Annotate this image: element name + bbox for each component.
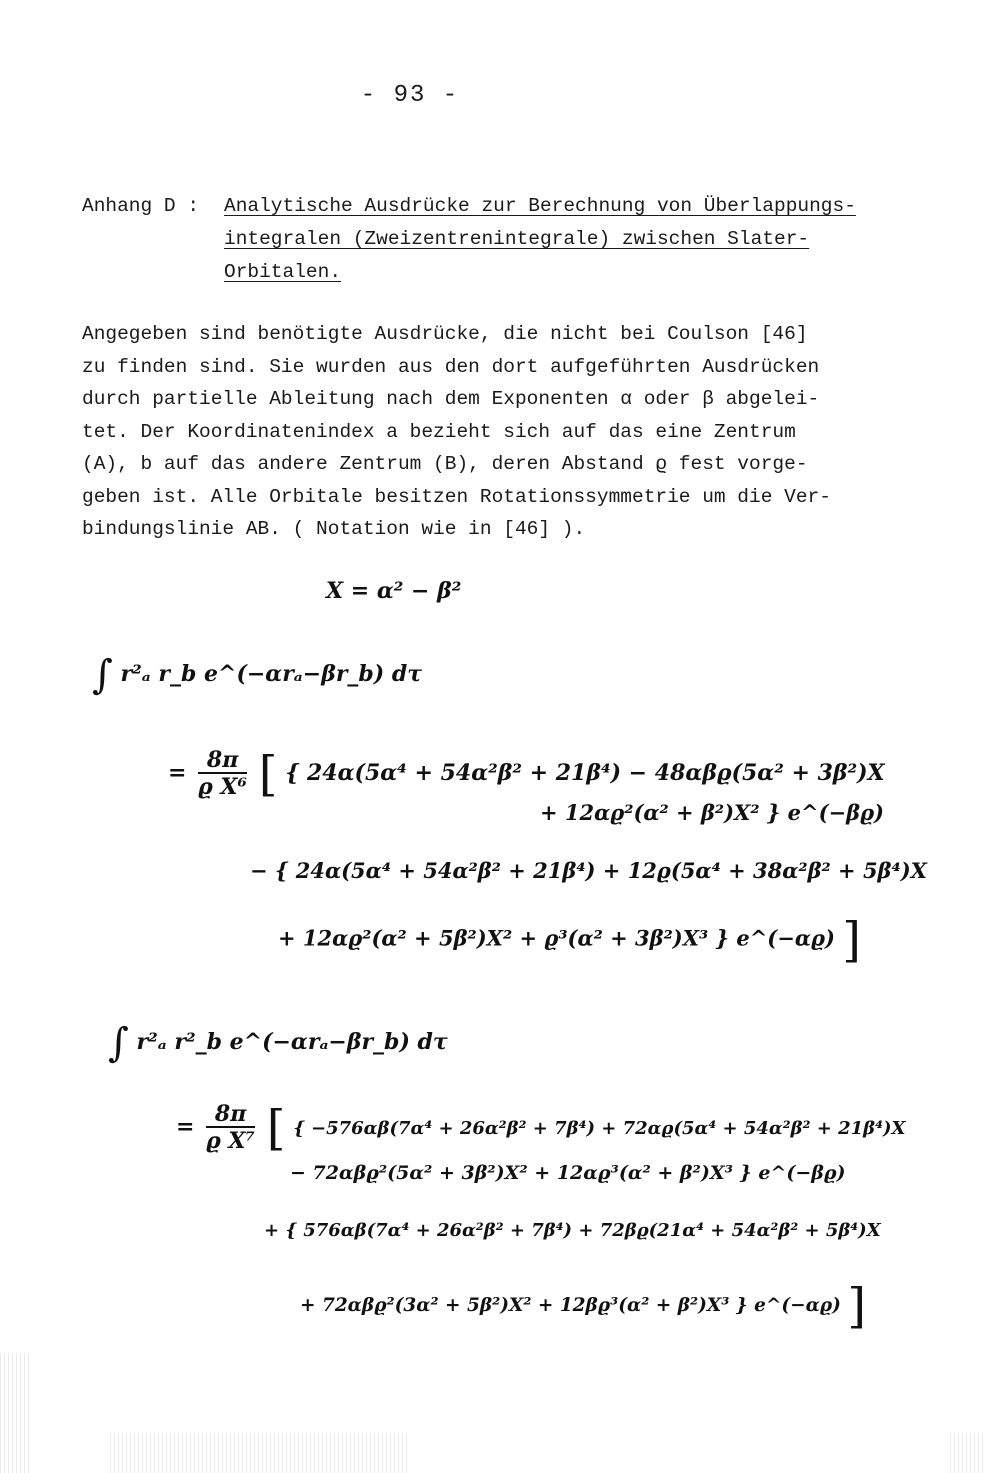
integral-1-integrand: r²ₐ r_b e^(−αrₐ−βr_b) dτ xyxy=(120,661,423,687)
intro-line: geben ist. Alle Orbitale besitzen Rotationssymmetrie um die Ver- xyxy=(82,485,831,508)
appendix-label: Anhang D : xyxy=(82,195,200,217)
page-number: - 93 - xyxy=(360,82,460,109)
prefactor-numerator: 8π xyxy=(206,1102,255,1128)
integral-2-line-1: = $\frac{8\pi}{\text{ϱ X⁷}}$ [ { −576αβ(7α⁴ + 26α²β² + 7β⁴) + 72αϱ(5α⁴ + 54α²β² + 21β⁴)X xyxy=(176,1100,906,1156)
integral-2-line-3: + { 576αβ(7α⁴ + 26α²β² + 7β⁴) + 72βϱ(21α⁴ + 54α²β² + 5β⁴)X xyxy=(264,1220,881,1241)
appendix-title xyxy=(224,190,944,289)
integral-1-line-2: + 12αϱ²(α² + β²)X² } e^(−βϱ) xyxy=(540,800,884,825)
integral-2-integrand: r²ₐ r²_b e^(−αrₐ−βr_b) dτ xyxy=(136,1029,448,1055)
appendix-title-line: Analytische Ausdrücke zur Berechnung von Überlappungs- xyxy=(224,195,856,217)
prefactor-denominator: ϱ X⁷ xyxy=(206,1128,256,1154)
scan-noise xyxy=(950,1433,986,1473)
intro-line: bindungslinie AB. ( Notation wie in [46] ). xyxy=(82,518,586,540)
integral-sign-icon: ∫ xyxy=(92,652,113,698)
intro-paragraph xyxy=(82,318,912,546)
intro-line: tet. Der Koordinatenindex a bezieht sich auf das eine Zentrum xyxy=(82,420,796,443)
prefactor-numerator: 8π xyxy=(198,748,247,774)
formula-term: { −576αβ(7α⁴ + 26α²β² + 7β⁴) + 72αϱ(5α⁴ + 54α²β² + 21β⁴)X xyxy=(293,1118,906,1139)
integral-1-line-1: = $\frac{8\pi}{\text{ϱ X⁶}}$ [ { 24α(5α⁴ + 54α²β² + 21β⁴) − 48αβϱ(5α² + 3β²)X xyxy=(168,746,885,802)
integral-2-lhs xyxy=(108,1020,448,1066)
intro-line: (A), b auf das andere Zentrum (B), deren Abstand ϱ fest vorge- xyxy=(82,453,808,475)
integral-2-prefactor xyxy=(206,1102,255,1154)
integral-2-line-4 xyxy=(300,1278,866,1334)
formula-term: + 12αϱ²(α² + 5β²)X² + ϱ³(α² + 3β²)X³ } e^(−αϱ) xyxy=(278,925,835,951)
scan-noise xyxy=(110,1433,410,1473)
integral-sign-icon: ∫ xyxy=(108,1020,129,1066)
integral-2-line-2: − 72αβϱ²(5α² + 3β²)X² + 12αϱ³(α² + β²)X³ } e^(−βϱ) xyxy=(290,1162,846,1184)
intro-line: durch partielle Ableitung nach dem Exponenten α oder β abgelei- xyxy=(82,388,820,410)
formula-term: { 24α(5α⁴ + 54α²β² + 21β⁴) − 48αβϱ(5α² + 3β²)X xyxy=(285,760,885,786)
appendix-title-line: integralen (Zweizentrenintegrale) zwischen Slater- xyxy=(224,228,810,250)
prefactor-denominator: ϱ X⁶ xyxy=(198,774,248,800)
integral-1-line-3: − { 24α(5α⁴ + 54α²β² + 21β⁴) + 12ϱ(5α⁴ + 38α²β² + 5β⁴)X xyxy=(250,858,927,883)
x-definition: X = α² − β² xyxy=(326,578,462,604)
close-bracket-icon: ] xyxy=(842,912,861,968)
open-bracket-icon: [ xyxy=(258,746,278,802)
scan-noise xyxy=(0,1353,30,1473)
intro-line: zu finden sind. Sie wurden aus den dort aufgeführten Ausdrücken xyxy=(82,355,820,378)
integral-1-line-4 xyxy=(278,912,861,968)
integral-1-prefactor xyxy=(198,748,247,800)
intro-line: Angegeben sind benötigte Ausdrücke, die nicht bei Coulson [46] xyxy=(82,323,808,345)
integral-1-lhs xyxy=(92,652,422,698)
appendix-title-line: Orbitalen. xyxy=(224,261,342,283)
formula-term: + 72αβϱ²(3α² + 5β²)X² + 12βϱ³(α² + β²)X³ } e^(−αϱ) xyxy=(300,1295,841,1316)
close-bracket-icon: ] xyxy=(847,1278,867,1334)
open-bracket-icon: [ xyxy=(266,1100,286,1156)
